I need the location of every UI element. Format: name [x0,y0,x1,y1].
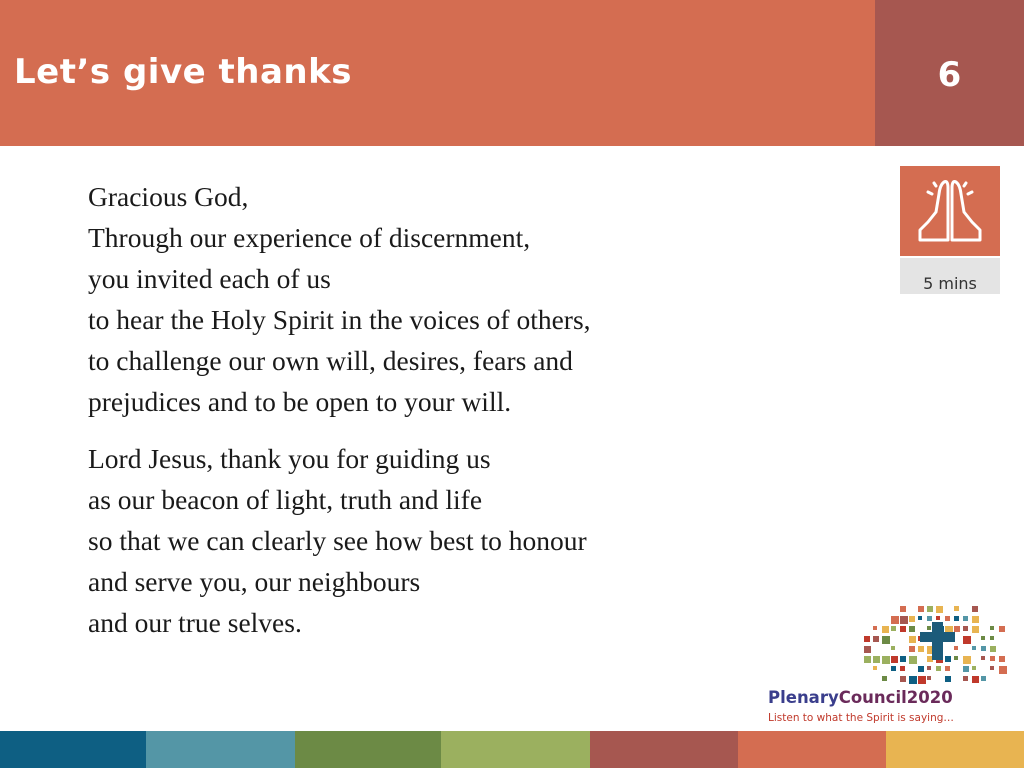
prayer-text [88,176,788,643]
logo-mosaic-tile [864,656,871,663]
logo-mosaic-tile [981,676,986,681]
logo-mosaic-tile [963,616,968,621]
prayer-line: so that we can clearly see how best to honour [88,525,587,556]
logo-mosaic-tile [891,666,896,671]
logo-mosaic-tile [963,626,968,631]
logo-mosaic-tile [990,626,994,630]
logo-mosaic-tile [990,646,996,652]
logo-mosaic-tile [864,636,870,642]
prayer-line: Gracious God, [88,181,249,212]
footer-stripe [886,731,1024,768]
logo-mosaic-tile [945,616,950,621]
logo-mosaic-tile [873,626,877,630]
prayer-line: and our true selves. [88,607,302,638]
logo-name-part2: Council2020 [838,688,953,707]
prayer-line: Through our experience of discernment, [88,222,531,253]
logo-mosaic-tile [954,656,958,660]
logo-mosaic-tile [963,656,971,664]
prayer-line: Lord Jesus, thank you for guiding us [88,443,491,474]
logo-mosaic-tile [918,606,924,612]
logo-mosaic-tile [945,656,951,662]
logo-name-part1: Plenary [768,688,839,707]
logo-mosaic-tile [936,666,941,671]
logo-name [768,688,953,707]
logo-mosaic-tile [963,666,969,672]
logo-mosaic-tile [873,666,877,670]
logo-mosaic-tile [909,646,915,652]
slide-header [0,0,875,146]
logo-mosaic-tile [954,606,959,611]
logo-mosaic-tile [873,656,880,663]
logo-mosaic-tile [882,656,890,664]
logo-mosaic-tile [882,676,887,681]
page-number: 6 [937,55,962,95]
footer-stripe [295,731,441,768]
logo-mosaic-tile [882,636,890,644]
logo-mosaic-tile [972,626,979,633]
logo-mosaic-tile [972,616,979,623]
logo-mosaic-tile [900,666,905,671]
plenary-council-logo-mosaic [760,588,1010,728]
prayer-line: prejudices and to be open to your will. [88,386,512,417]
logo-mosaic-tile [990,656,995,661]
logo-mosaic-tile [927,616,932,621]
logo-mosaic-tile [981,656,985,660]
logo-mosaic-tile [999,666,1007,674]
logo-mosaic-tile [927,666,931,670]
logo-mosaic-tile [909,636,916,643]
prayer-stanza-1 [88,176,788,422]
prayer-line: to hear the Holy Spirit in the voices of others, [88,304,591,335]
slide-title: Let’s give thanks [14,52,352,92]
footer-stripe [738,731,886,768]
logo-mosaic-tile [900,676,906,682]
logo-mosaic-tile [891,626,896,631]
prayer-stanza-2 [88,438,788,643]
logo-mosaic-tile [999,656,1005,662]
logo-mosaic-tile [864,646,871,653]
logo-mosaic-tile [891,646,895,650]
praying-hands-icon [900,166,1000,256]
page-number-box [875,0,1024,146]
logo-mosaic-tile [945,666,950,671]
prayer-line: and serve you, our neighbours [88,566,421,597]
badge-icon-box [900,166,1000,256]
logo-mosaic-tile [900,656,906,662]
logo-mosaic-tile [891,616,899,624]
logo-mosaic-tile [909,616,915,622]
logo-mosaic-tile [981,636,985,640]
logo-mosaic-tile [927,676,931,680]
logo-mosaic-tile [918,646,924,652]
logo-mosaic-tile [936,616,940,620]
footer-stripe [590,731,738,768]
logo-mosaic-tile [918,616,922,620]
prayer-line: to challenge our own will, desires, fears and [88,345,573,376]
footer-stripe [0,731,146,768]
logo-mosaic-tile [999,626,1005,632]
logo-mosaic-tile [972,646,976,650]
logo-mosaic-tile [990,636,994,640]
logo-mosaic-tile [900,606,906,612]
logo-mosaic-tile [963,676,968,681]
logo-mosaic-tile [918,666,924,672]
logo-mosaic-tile [900,616,908,624]
logo-mosaic-tile [972,606,978,612]
logo-mosaic-tile [945,676,951,682]
logo-mosaic-tile [873,636,879,642]
duration-label: 5 mins [923,274,977,293]
logo-mosaic-tile [909,626,915,632]
logo-mosaic-tile [882,626,889,633]
logo-mosaic-tile [927,606,933,612]
logo-mosaic-tile [891,656,898,663]
logo-mosaic-tile [936,606,943,613]
footer-color-stripes [0,731,1024,768]
logo-mosaic-tile [900,626,906,632]
logo-mosaic-tile [981,646,986,651]
logo-mosaic-tile [909,676,917,684]
logo-mosaic-tile [954,626,960,632]
logo-mosaic-tile [909,656,917,664]
logo-mosaic-tile [972,676,979,683]
logo-mosaic-tile [918,676,926,684]
logo-mosaic-tile [963,636,971,644]
prayer-line: as our beacon of light, truth and life [88,484,483,515]
activity-badge [900,166,1000,294]
logo-tagline: Listen to what the Spirit is saying… [768,712,954,724]
footer-stripe [146,731,295,768]
logo-mosaic-tile [972,666,976,670]
logo-mosaic-tile [954,646,958,650]
logo-mosaic-tile [990,666,994,670]
prayer-line: you invited each of us [88,263,331,294]
logo-mosaic-tile [954,616,959,621]
footer-stripe [441,731,590,768]
logo-mosaic-tile [927,626,931,630]
